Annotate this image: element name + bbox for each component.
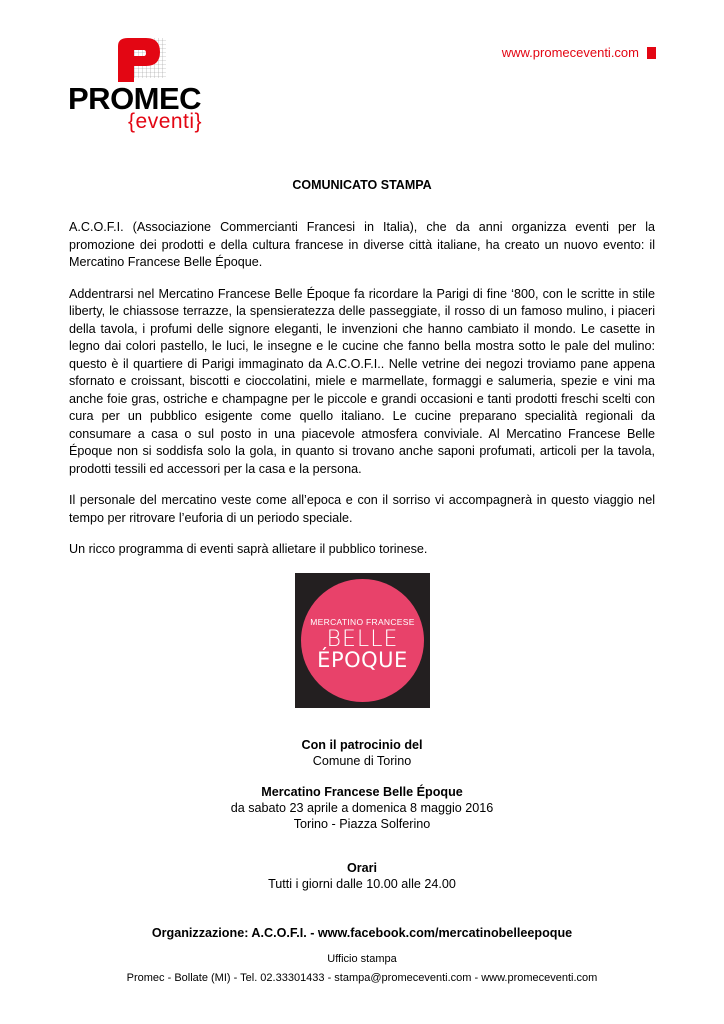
hours-label: Orari [346,861,378,875]
paragraph-description: Addentrarsi nel Mercatino Francese Belle Époque fa ricordare la Parigi di fine ‘800, con le scritte in stile liberty, le chiassose terrazze, la spensieratezza delle passeggiate, il rosso di un famoso mulino, i piaceri della tavola, i profumi delle signore eleganti, le invenzioni che hanno cambiato il mondo. Le casette in legno dai colori pastello, le luci, le insegne e le cucine che fanno bella mostra sotto le pale del mulino: questo è il quartiere di Parigi immaginato da A.C.O.F.I.. Nelle vetrine dei negozi troviamo pane appena sfornato e croissant, biscotti e cioccolatini, miele e marmellate, formaggi e salumeria, spezie e vini ma anche foie gras, ostriche e champagne per le piccole e grandi occasioni e tanti prodotti freschi scelti con cura per un pubblico esigente come quello italiano. Le cucine preparano specialità regionali da consumare a casa o sul posto in una piacevole atmosfera conviviale. Al Mercatino Francese Belle Époque non si soddisfa solo la gola, in quanto si trovano anche saponi profumati, articoli per la tavola, prodotti tessili ed accessori per la casa e la persona. [69,286,655,476]
press-office-label: Ufficio stampa [327,953,397,965]
event-dates: da sabato 23 aprile a domenica 8 maggio 2016 [230,801,494,815]
paragraph-program: Un ricco programma di eventi saprà allietare il pubblico torinese. [69,542,428,556]
paragraph-staff: Il personale del mercatino veste come all’epoca e con il sorriso vi accompagnerà in questo viaggio nel tempo per ritrovare l’euforia di un periodo speciale. [69,493,655,525]
logo-subtitle: {eventi} [128,110,203,133]
badge-line-1: MERCATINO FRANCESE [310,617,415,627]
website-link[interactable]: www.promeceventi.com [501,45,639,60]
page-title: COMUNICATO STAMPA [292,178,432,192]
promec-logo [68,36,228,136]
event-location: Torino - Piazza Solferino [293,817,431,831]
organization-line: Organizzazione: A.C.O.F.I. - www.facebook.com/mercatinobelleepoque [151,926,573,940]
badge-line-2: BELLE [326,627,399,652]
event-logo-badge [295,573,430,708]
event-name: Mercatino Francese Belle Époque [261,785,463,799]
press-release-body [69,219,655,573]
paragraph-intro: A.C.O.F.I. (Associazione Commercianti Francesi in Italia), che da anni organizza eventi per la promozione dei prodotti e della cultura francese in diverse città italiane, ha creato un nuovo evento: il Mercatino Francese Belle Époque. [69,220,655,269]
hours-value: Tutti i giorni dalle 10.00 alle 24.00 [268,877,456,891]
header-website[interactable] [502,45,656,60]
badge-line-3: ÉPOQUE [317,648,408,672]
promec-p-mark-icon [118,36,168,84]
logo-name: PROMEC [68,81,202,116]
event-logo-circle [301,579,424,702]
patronage-value: Comune di Torino [312,754,412,768]
red-square-icon [647,47,656,59]
contacts-line: Promec - Bollate (MI) - Tel. 02.33301433 - stampa@promeceventi.com - www.promeceventi.com [126,972,598,984]
patronage-label: Con il patrocinio del [301,738,423,752]
